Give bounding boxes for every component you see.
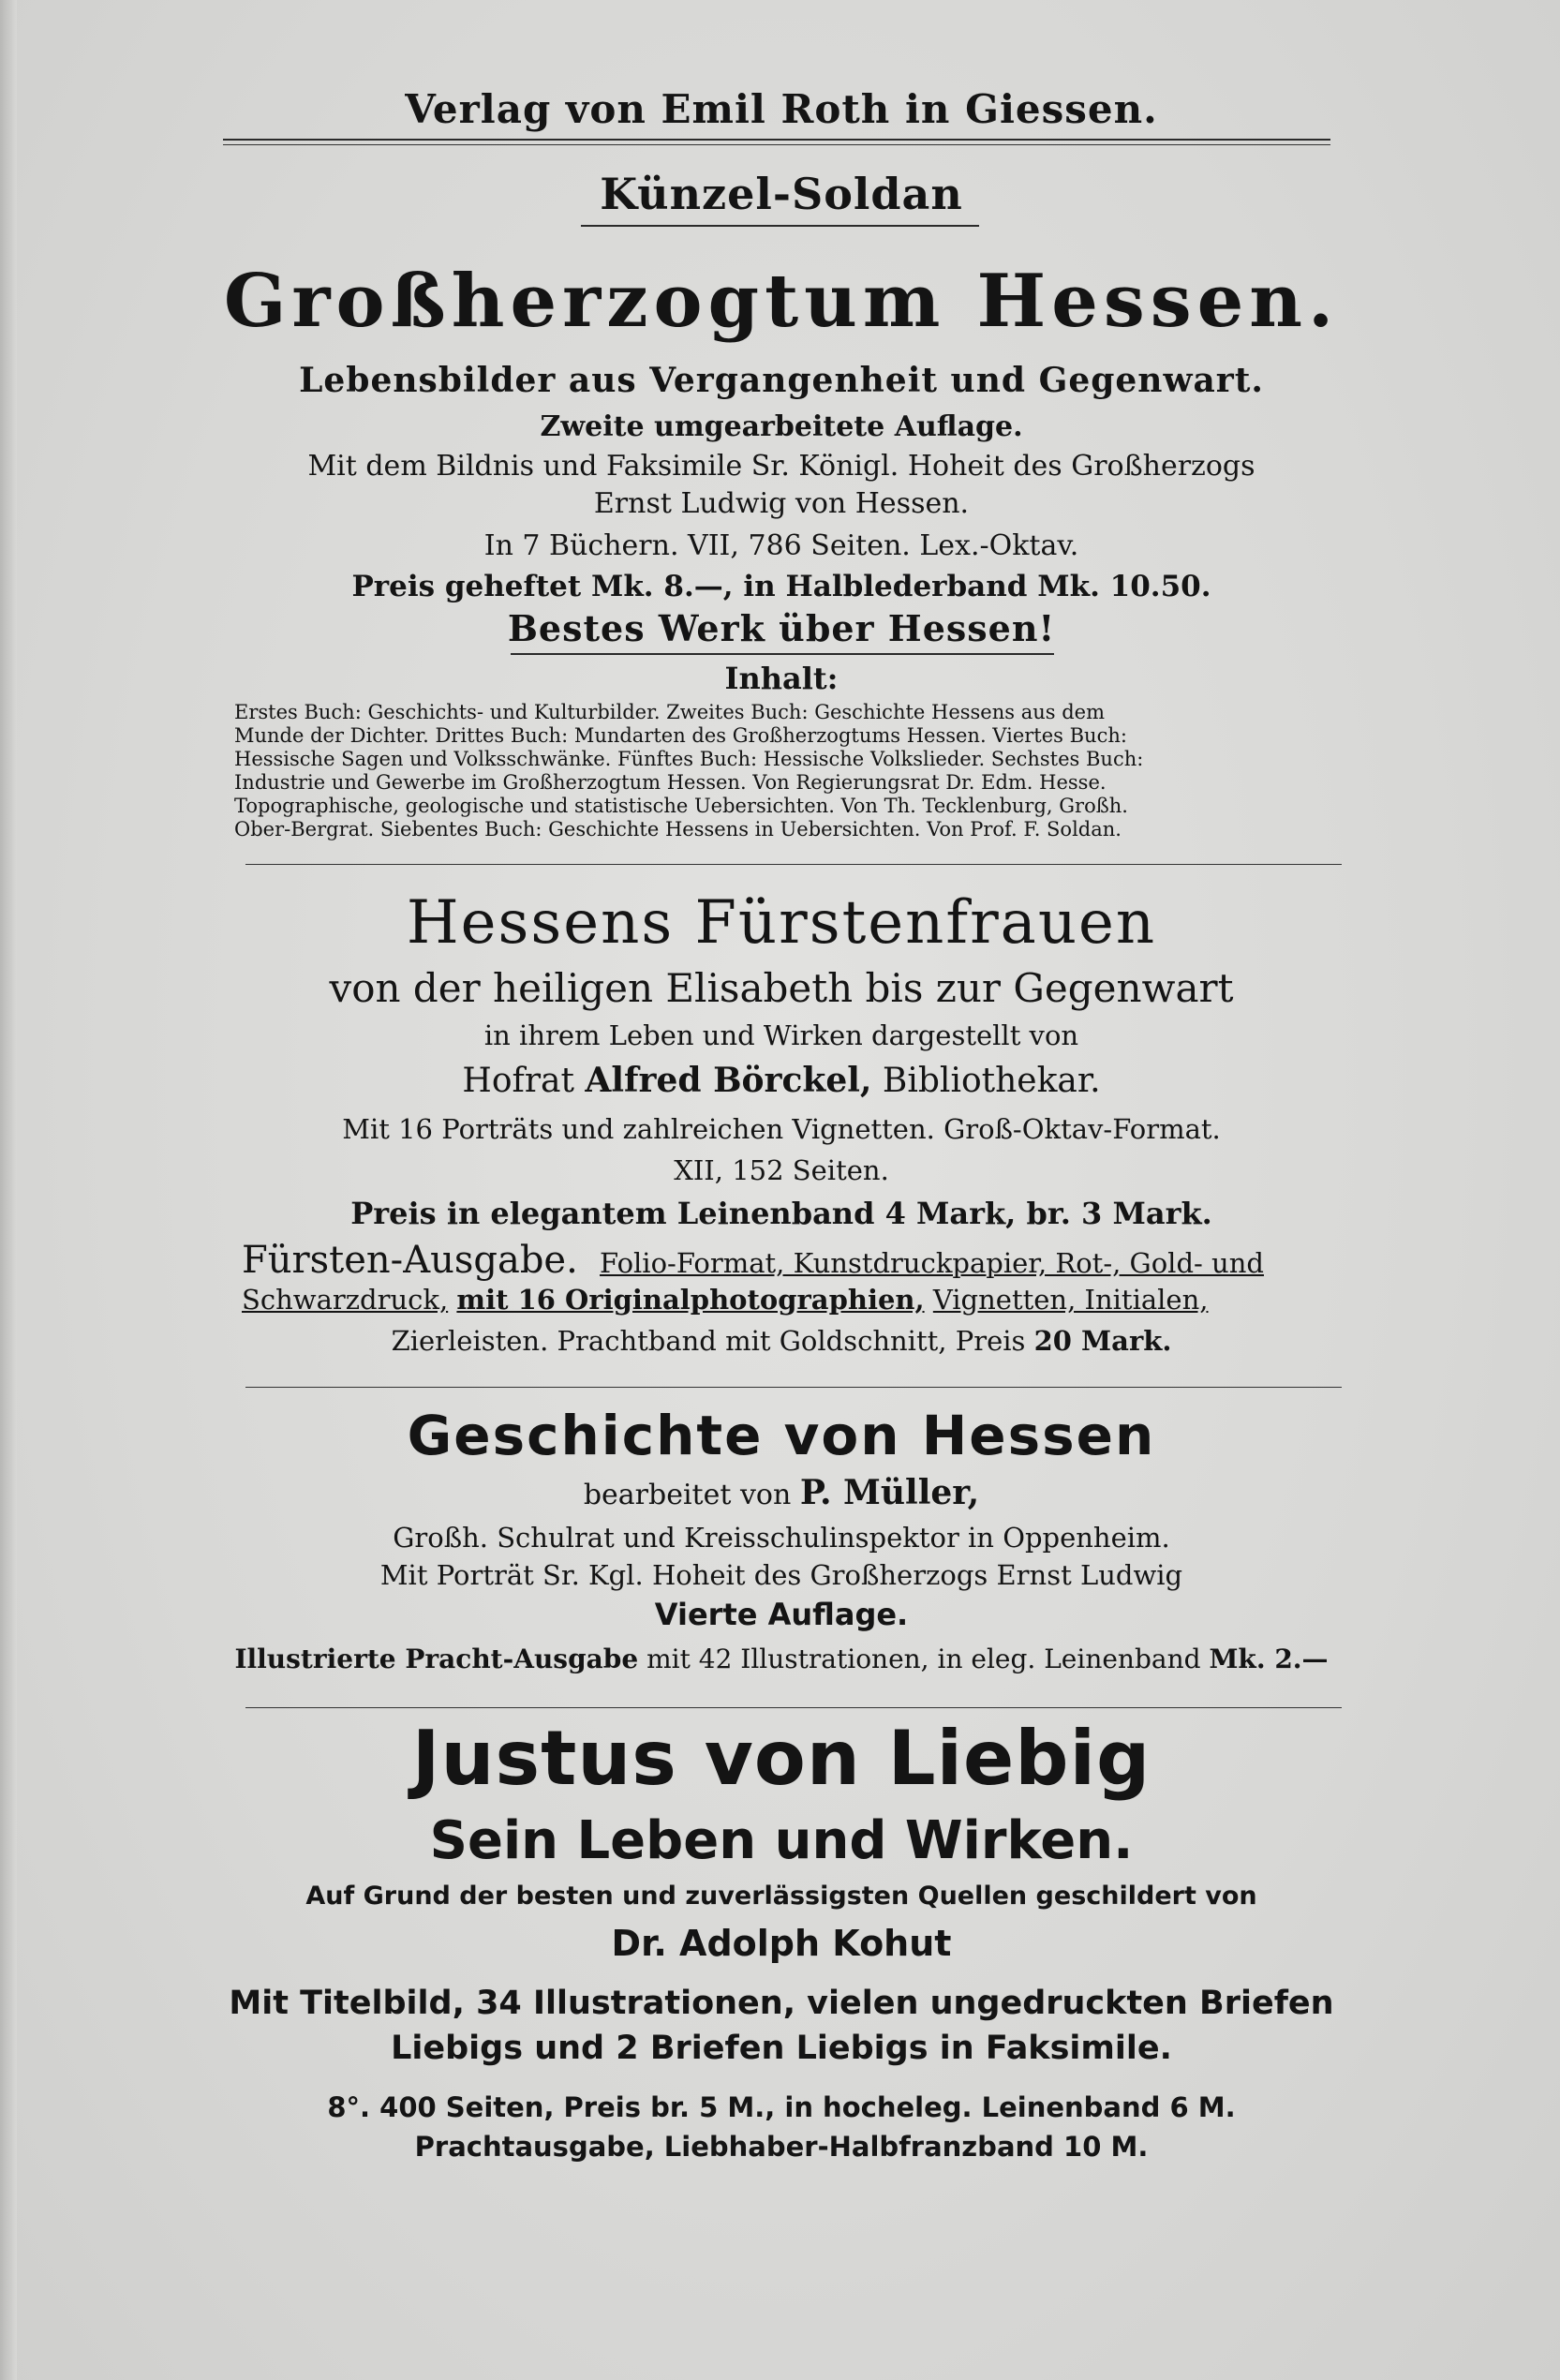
header-rule — [223, 139, 1330, 145]
book2-author-name: Alfred Börckel, — [585, 1061, 872, 1100]
book2-author-prefix: Hofrat — [462, 1062, 574, 1100]
contents-line: Munde der Dichter. Drittes Buch: Mundarten des Großherzogtums Hessen. Viertes Buch: — [234, 724, 1127, 747]
book4-illus1: Mit Titelbild, 34 Illustrationen, vielen ungedruckten Briefen — [229, 1985, 1334, 2022]
book2-special-text3b: 20 Mark. — [1033, 1325, 1172, 1357]
book2-title: Hessens Fürstenfrauen — [406, 888, 1157, 958]
book2-special-text3a: Zierleisten. Prachtband mit Goldschnitt, Preis — [391, 1325, 1026, 1357]
book1-author: Künzel-Soldan — [600, 169, 963, 219]
book2-pages: XII, 152 Seiten. — [674, 1154, 889, 1186]
section-divider-3 — [245, 1707, 1342, 1708]
book2-special-line3 — [223, 1325, 1340, 1357]
book1-subtitle: Lebensbilder aus Vergangenheit und Gegenwart. — [299, 361, 1264, 400]
book4-title: Justus von Liebig — [411, 1715, 1151, 1802]
book2-special-line2 — [242, 1284, 1347, 1316]
book1-price: Preis geheftet Mk. 8.—, in Halblederband Mk. 10.50. — [351, 570, 1211, 603]
book1-author-underline — [581, 225, 979, 227]
book2-illustrations: Mit 16 Porträts und zahlreichen Vignetten. Groß-Oktav-Format. — [342, 1113, 1221, 1145]
book1-slogan-underline — [511, 653, 1054, 655]
book2-special-text2c: Vignetten, Initialen, — [932, 1284, 1209, 1316]
book2-author-suffix: Bibliothekar. — [882, 1062, 1101, 1100]
book3-edition: Vierte Auflage. — [654, 1597, 909, 1632]
book3-price-c: Mk. 2.— — [1209, 1644, 1329, 1674]
book2-subtitle: von der heiligen Elisabeth bis zur Gegenwart — [329, 965, 1234, 1011]
book4-subtitle: Sein Leben und Wirken. — [429, 1810, 1134, 1871]
book3-role: Großh. Schulrat und Kreisschulinspektor in Oppenheim. — [393, 1522, 1170, 1554]
contents-line: Industrie und Gewerbe im Großherzogtum Hessen. Von Regierungsrat Dr. Edm. Hesse. — [234, 771, 1107, 794]
book3-price-b: mit 42 Illustrationen, in eleg. Leinenband — [646, 1644, 1201, 1674]
book3-by-prefix: bearbeitet von — [583, 1479, 792, 1511]
book2-author-line — [223, 1061, 1340, 1100]
publisher-header: Verlag von Emil Roth in Giessen. — [405, 86, 1158, 132]
section-divider-1 — [245, 864, 1342, 865]
book2-special-line1 — [242, 1239, 1347, 1282]
book2-special-text2a: Schwarzdruck, — [242, 1284, 449, 1316]
book2-special-label: Fürsten-Ausgabe. — [242, 1239, 578, 1282]
book3-price-a: Illustrierte Pracht-Ausgabe — [234, 1644, 639, 1674]
page-edge-shadow — [0, 0, 17, 2380]
book3-by-name: P. Müller, — [799, 1473, 980, 1512]
book3-portrait: Mit Porträt Sr. Kgl. Hoheit des Großherzogs Ernst Ludwig — [379, 1559, 1183, 1591]
book4-illus2: Liebigs und 2 Briefen Liebigs in Faksimile. — [391, 2030, 1172, 2067]
contents-line: Hessische Sagen und Volksschwänke. Fünftes Buch: Hessische Volkslieder. Sechstes Buch: — [234, 748, 1144, 770]
book1-portrait-line1: Mit dem Bildnis und Faksimile Sr. Königl. Hoheit des Großherzogs — [307, 450, 1255, 483]
book3-by-line — [223, 1473, 1340, 1512]
book4-author: Dr. Adolph Kohut — [611, 1923, 952, 1964]
book3-title: Geschichte von Hessen — [407, 1404, 1156, 1467]
book2-special-text2b: mit 16 Originalphotographien, — [456, 1284, 925, 1316]
book1-contents — [234, 701, 1349, 841]
book2-price: Preis in elegantem Leinenband 4 Mark, br. 3 Mark. — [350, 1196, 1212, 1231]
book4-price2: Prachtausgabe, Liebhaber-Halbfranzband 10 M. — [414, 2131, 1149, 2163]
book2-line3: in ihrem Leben und Wirken dargestellt von — [483, 1019, 1079, 1051]
book1-edition: Zweite umgearbeitete Auflage. — [540, 410, 1023, 443]
contents-line: Ober-Bergrat. Siebentes Buch: Geschichte Hessens in Uebersichten. Von Prof. F. Soldan. — [234, 818, 1122, 840]
book1-portrait-line2: Ernst Ludwig von Hessen. — [593, 487, 970, 520]
book3-price-line — [223, 1644, 1340, 1674]
book1-contents-label: Inhalt: — [724, 661, 839, 696]
book1-slogan: Bestes Werk über Hessen! — [507, 607, 1056, 649]
book2-special-text1: Folio-Format, Kunstdruckpapier, Rot-, Gold- und — [600, 1247, 1264, 1279]
book4-source: Auf Grund der besten und zuverlässigsten Quellen geschildert von — [305, 1882, 1257, 1911]
book4-price1: 8°. 400 Seiten, Preis br. 5 M., in hocheleg. Leinenband 6 M. — [327, 2091, 1236, 2123]
contents-line: Erstes Buch: Geschichts- und Kulturbilder. Zweites Buch: Geschichte Hessens aus dem — [234, 701, 1105, 723]
contents-line: Topographische, geologische und statistische Uebersichten. Von Th. Tecklenburg, Großh. — [234, 795, 1128, 817]
book1-title: Großherzogtum Hessen. — [223, 259, 1340, 344]
section-divider-2 — [245, 1387, 1342, 1388]
book1-format: In 7 Büchern. VII, 786 Seiten. Lex.-Oktav. — [483, 529, 1079, 562]
